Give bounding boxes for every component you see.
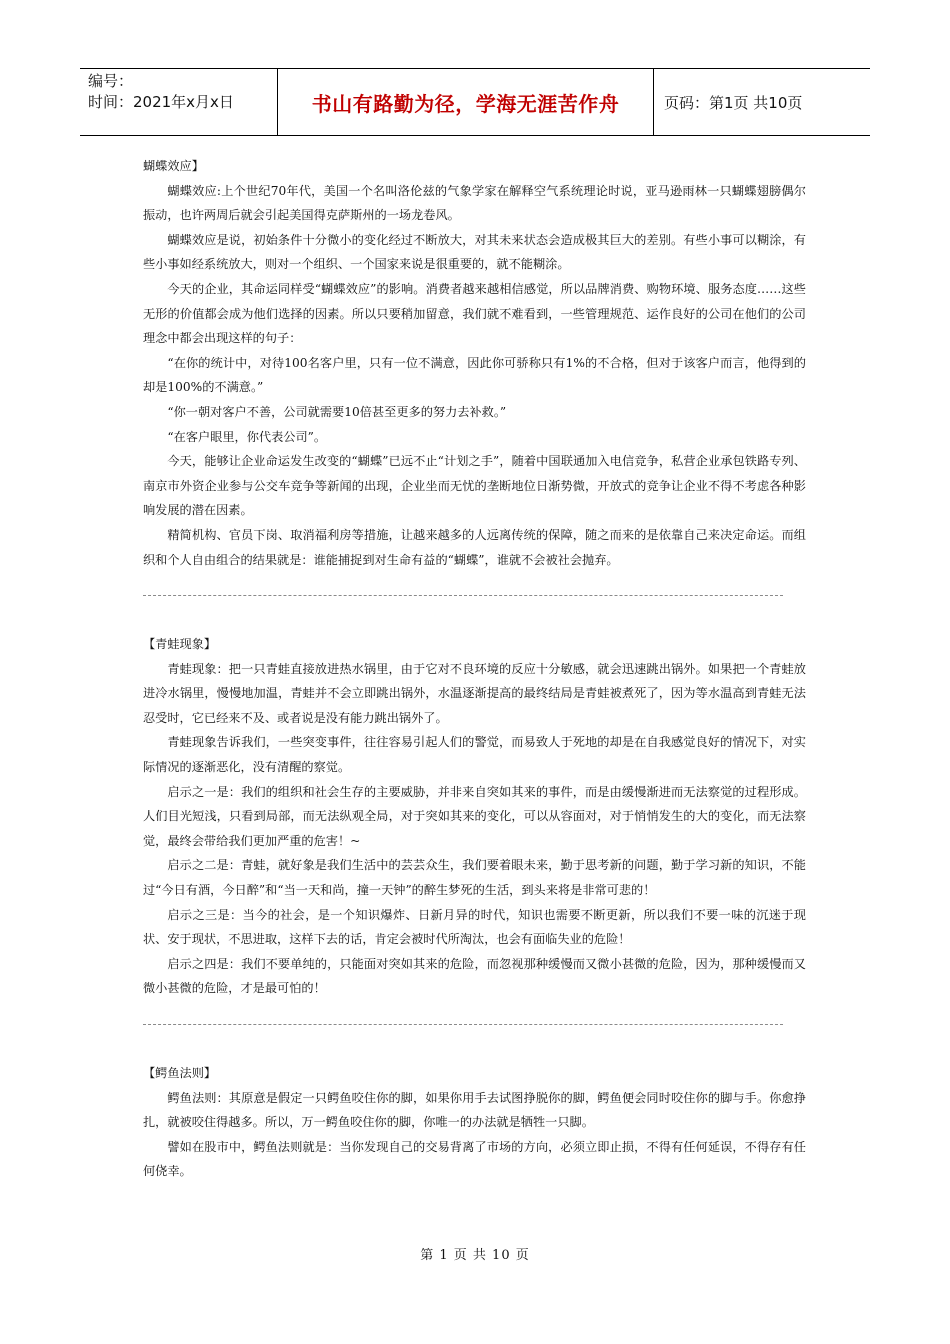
document-body [143, 154, 806, 1184]
paragraph: 蝴蝶效应是说，初始条件十分微小的变化经过不断放大，对其未来状态会造成极其巨大的差别。有些小事可以糊涂，有些小事如经系统放大，则对一个组织、一个国家来说是很重要的，就不能糊涂。 [143, 232, 806, 272]
paragraph: “在你的统计中，对待100名客户里，只有一位不满意，因此你可骄称只有1%的不合格，但对于该客户而言，他得到的却是100%的不满意。” [143, 355, 806, 395]
document-time-label: 时间：2021年x月x日 [88, 93, 234, 111]
page-footer: 第 1 页 共 10 页 [420, 1248, 530, 1263]
paragraph: 启示之三是：当今的社会，是一个知识爆炸、日新月异的时代，知识也需要不断更新，所以我们不要一味的沉迷于现状、安于现状，不思进取，这样下去的话，肯定会被时代所淘汰，也会有面临失业的危险！ [143, 907, 806, 947]
header-info-cell [80, 69, 278, 135]
page-header [80, 68, 870, 136]
section-divider [143, 595, 783, 596]
paragraph: 蝴蝶效应:上个世纪70年代，美国一个名叫洛伦兹的气象学家在解释空气系统理论时说，亚马逊雨林一只蝴蝶翅膀偶尔振动，也许两周后就会引起美国得克萨斯州的一场龙卷风。 [143, 183, 806, 223]
section-divider [143, 1024, 783, 1025]
paragraph: 青蛙现象：把一只青蛙直接放进热水锅里，由于它对不良环境的反应十分敏感，就会迅速跳出锅外。如果把一个青蛙放进冷水锅里，慢慢地加温，青蛙并不会立即跳出锅外，水温逐渐提高的最终结局是青蛙被煮死了，因为等水温高到青蛙无法忍受时，它已经来不及、或者说是没有能力跳出锅外了。 [143, 661, 806, 725]
document-number-label: 编号： [88, 72, 134, 90]
paragraph: “你一朝对客户不善，公司就需要10倍甚至更多的努力去补救。” [167, 404, 507, 419]
section-title-frog: 【青蛙现象】 [143, 637, 217, 652]
paragraph: 启示之一是：我们的组织和社会生存的主要威胁，并非来自突如其来的事件，而是由缓慢渐进而无法察觉的过程形成。人们目光短浅，只看到局部，而无法纵观全局，对于突如其来的变化，可以从容面对，对于悄悄发生的大的变化，而无法察觉，最终会带给我们更加严重的危害！~ [143, 784, 806, 848]
header-page-info: 页码：第1页 共10页 [664, 93, 803, 112]
paragraph: 今天，能够让企业命运发生改变的“蝴蝶”已远不止“计划之手”，随着中国联通加入电信竞争，私营企业承包铁路专列、南京市外资企业参与公交车竞争等新闻的出现，企业坐而无忧的垄断地位日渐势微，开放式的竞争让企业不得不考虑各种影响发展的潜在因素。 [143, 454, 806, 518]
paragraph: 青蛙现象告诉我们，一些突变事件，往往容易引起人们的警觉，而易致人于死地的却是在自我感觉良好的情况下，对实际情况的逐渐恶化，没有清醒的察觉。 [143, 735, 806, 775]
paragraph: “在客户眼里，你代表公司”。 [167, 429, 327, 444]
header-motto: 书山有路勤为径，学海无涯苦作舟 [278, 69, 654, 135]
section-title-crocodile: 【鳄鱼法则】 [143, 1066, 217, 1080]
section-title-butterfly: 蝴蝶效应】 [143, 159, 204, 173]
paragraph: 启示之四是：我们不要单纯的，只能面对突如其来的危险，而忽视那种缓慢而又微小甚微的危险，因为，那种缓慢而又微小甚微的危险，才是最可怕的！ [143, 956, 806, 996]
paragraph: 启示之二是：青蛙，就好象是我们生活中的芸芸众生，我们要着眼未来，勤于思考新的问题，勤于学习新的知识，不能过“今日有酒，今日醉”和“当一天和尚，撞一天钟”的醉生梦死的生活，到头来将是非常可悲的！ [143, 858, 806, 898]
paragraph: 今天的企业，其命运同样受“蝴蝶效应”的影响。消费者越来越相信感觉，所以品牌消费、购物环境、服务态度……这些无形的价值都会成为他们选择的因素。所以只要稍加留意，我们就不难看到，一些管理规范、运作良好的公司在他们的公司理念中都会出现这样的句子： [143, 281, 806, 346]
paragraph: 精简机构、官员下岗、取消福利房等措施，让越来越多的人远离传统的保障，随之而来的是依靠自己来决定命运。而组织和个人自由组合的结果就是：谁能捕捉到对生命有益的“蝴蝶”，谁就不会被社会抛弃。 [143, 527, 806, 567]
paragraph: 鳄鱼法则：其原意是假定一只鳄鱼咬住你的脚，如果你用手去试图挣脱你的脚，鳄鱼便会同时咬住你的脚与手。你愈挣扎，就被咬住得越多。所以，万一鳄鱼咬住你的脚，你唯一的办法就是牺牲一只脚。 [143, 1090, 806, 1130]
paragraph: 譬如在股市中，鳄鱼法则就是：当你发现自己的交易背离了市场的方向，必须立即止损，不得有任何延误，不得存有任何侥幸。 [143, 1139, 806, 1179]
